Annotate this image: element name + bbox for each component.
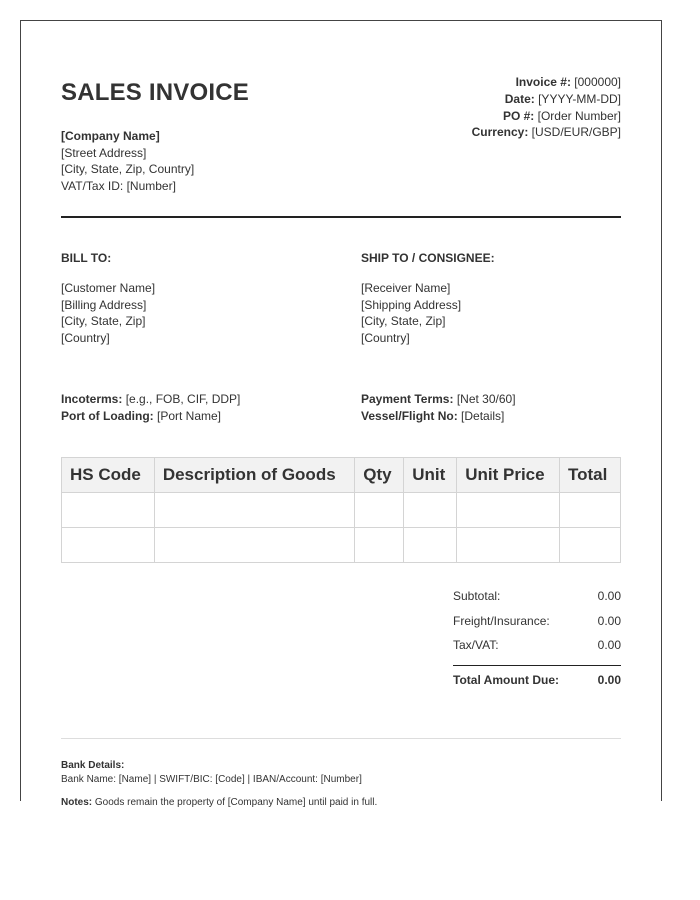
meta-invoice-value: [000000] bbox=[570, 75, 621, 89]
column-header-hs-code: HS Code bbox=[62, 458, 155, 493]
subtotal-row bbox=[453, 584, 621, 609]
freight-label: Freight/Insurance: bbox=[453, 613, 550, 628]
freight-value: 0.00 bbox=[597, 613, 621, 628]
table-cell bbox=[154, 493, 354, 528]
ship-to-line: [City, State, Zip] bbox=[361, 314, 446, 328]
ship-to-address bbox=[361, 280, 461, 346]
bill-to-heading: BILL TO: bbox=[61, 251, 112, 265]
table-row bbox=[62, 528, 621, 563]
shipping-terms-left bbox=[61, 391, 240, 425]
meta-invoice-number bbox=[472, 74, 621, 91]
freight-row bbox=[453, 609, 621, 634]
company-street: [Street Address] bbox=[61, 145, 147, 160]
table-cell bbox=[559, 493, 620, 528]
incoterms-label: Incoterms: bbox=[61, 392, 123, 406]
port-label: Port of Loading: bbox=[61, 409, 154, 423]
bill-to-line: [City, State, Zip] bbox=[61, 314, 146, 328]
table-header-row bbox=[62, 458, 621, 493]
column-header-qty: Qty bbox=[355, 458, 404, 493]
table-cell bbox=[457, 493, 560, 528]
total-due-row bbox=[453, 666, 621, 694]
company-city: [City, State, Zip, Country] bbox=[61, 162, 195, 176]
table-cell bbox=[62, 528, 155, 563]
table-cell bbox=[559, 528, 620, 563]
notes-label: Notes: bbox=[61, 797, 93, 808]
meta-currency bbox=[472, 124, 621, 141]
incoterms bbox=[61, 391, 240, 408]
table-cell bbox=[404, 528, 457, 563]
tax-label: Tax/VAT: bbox=[453, 638, 499, 653]
invoice-title: SALES INVOICE bbox=[61, 79, 249, 106]
table-row bbox=[62, 493, 621, 528]
table-cell bbox=[457, 528, 560, 563]
total-due-value: 0.00 bbox=[597, 672, 621, 687]
bill-to-address bbox=[61, 280, 155, 346]
invoice-page bbox=[20, 20, 662, 808]
notes bbox=[61, 797, 377, 808]
ship-to-line: [Receiver Name] bbox=[361, 281, 451, 295]
incoterms-value: [e.g., FOB, CIF, DDP] bbox=[122, 392, 241, 406]
payment-terms bbox=[361, 391, 516, 408]
invoice-meta bbox=[472, 74, 621, 141]
ship-to-line: [Country] bbox=[361, 330, 410, 345]
vessel-value: [Details] bbox=[457, 409, 505, 423]
table-cell bbox=[404, 493, 457, 528]
header-divider bbox=[61, 216, 621, 218]
bill-to-line: [Billing Address] bbox=[61, 297, 147, 312]
port-of-loading bbox=[61, 408, 240, 425]
subtotal-value: 0.00 bbox=[597, 589, 621, 604]
bank-details-label: Bank Details: bbox=[61, 760, 125, 771]
bill-to-line: [Customer Name] bbox=[61, 281, 156, 295]
footer-divider bbox=[61, 738, 621, 739]
table-cell bbox=[154, 528, 354, 563]
bank-details bbox=[61, 759, 362, 787]
ship-to-line: [Shipping Address] bbox=[361, 297, 462, 312]
table-cell bbox=[355, 493, 404, 528]
total-due-label: Total Amount Due: bbox=[453, 672, 559, 687]
payment-label: Payment Terms: bbox=[361, 392, 454, 406]
totals-block bbox=[453, 584, 621, 694]
meta-date-value: [YYYY-MM-DD] bbox=[534, 91, 621, 106]
bill-to-line: [Country] bbox=[61, 330, 110, 345]
meta-po-label: PO #: bbox=[502, 108, 535, 123]
notes-text: Goods remain the property of [Company Name] until paid in full. bbox=[92, 797, 378, 808]
payment-value: [Net 30/60] bbox=[453, 392, 516, 406]
vessel-flight bbox=[361, 408, 516, 425]
column-header-description: Description of Goods bbox=[154, 458, 354, 493]
meta-invoice-label: Invoice #: bbox=[515, 75, 571, 89]
invoice-content bbox=[61, 21, 621, 808]
ship-to-heading: SHIP TO / CONSIGNEE: bbox=[361, 251, 495, 265]
meta-date-label: Date: bbox=[504, 91, 535, 106]
company-block bbox=[61, 128, 194, 194]
meta-currency-value: [USD/EUR/GBP] bbox=[528, 125, 621, 140]
company-name: [Company Name] bbox=[61, 129, 160, 143]
company-vat: VAT/Tax ID: [Number] bbox=[61, 178, 176, 193]
meta-po bbox=[472, 108, 621, 125]
vessel-label: Vessel/Flight No: bbox=[361, 409, 458, 423]
table-cell bbox=[355, 528, 404, 563]
shipping-terms-right bbox=[361, 391, 516, 425]
tax-value: 0.00 bbox=[597, 638, 621, 653]
meta-po-value: [Order Number] bbox=[534, 108, 621, 123]
table-cell bbox=[62, 493, 155, 528]
meta-date bbox=[472, 91, 621, 108]
bank-details-text: Bank Name: [Name] | SWIFT/BIC: [Code] | IBAN/Account: [Number] bbox=[61, 774, 362, 785]
port-value: [Port Name] bbox=[153, 409, 222, 423]
meta-currency-label: Currency: bbox=[471, 125, 529, 140]
column-header-unit: Unit bbox=[404, 458, 457, 493]
tax-row bbox=[453, 633, 621, 658]
column-header-unit-price: Unit Price bbox=[457, 458, 560, 493]
column-header-total: Total bbox=[559, 458, 620, 493]
subtotal-label: Subtotal: bbox=[453, 589, 501, 604]
line-items-table bbox=[61, 457, 621, 563]
